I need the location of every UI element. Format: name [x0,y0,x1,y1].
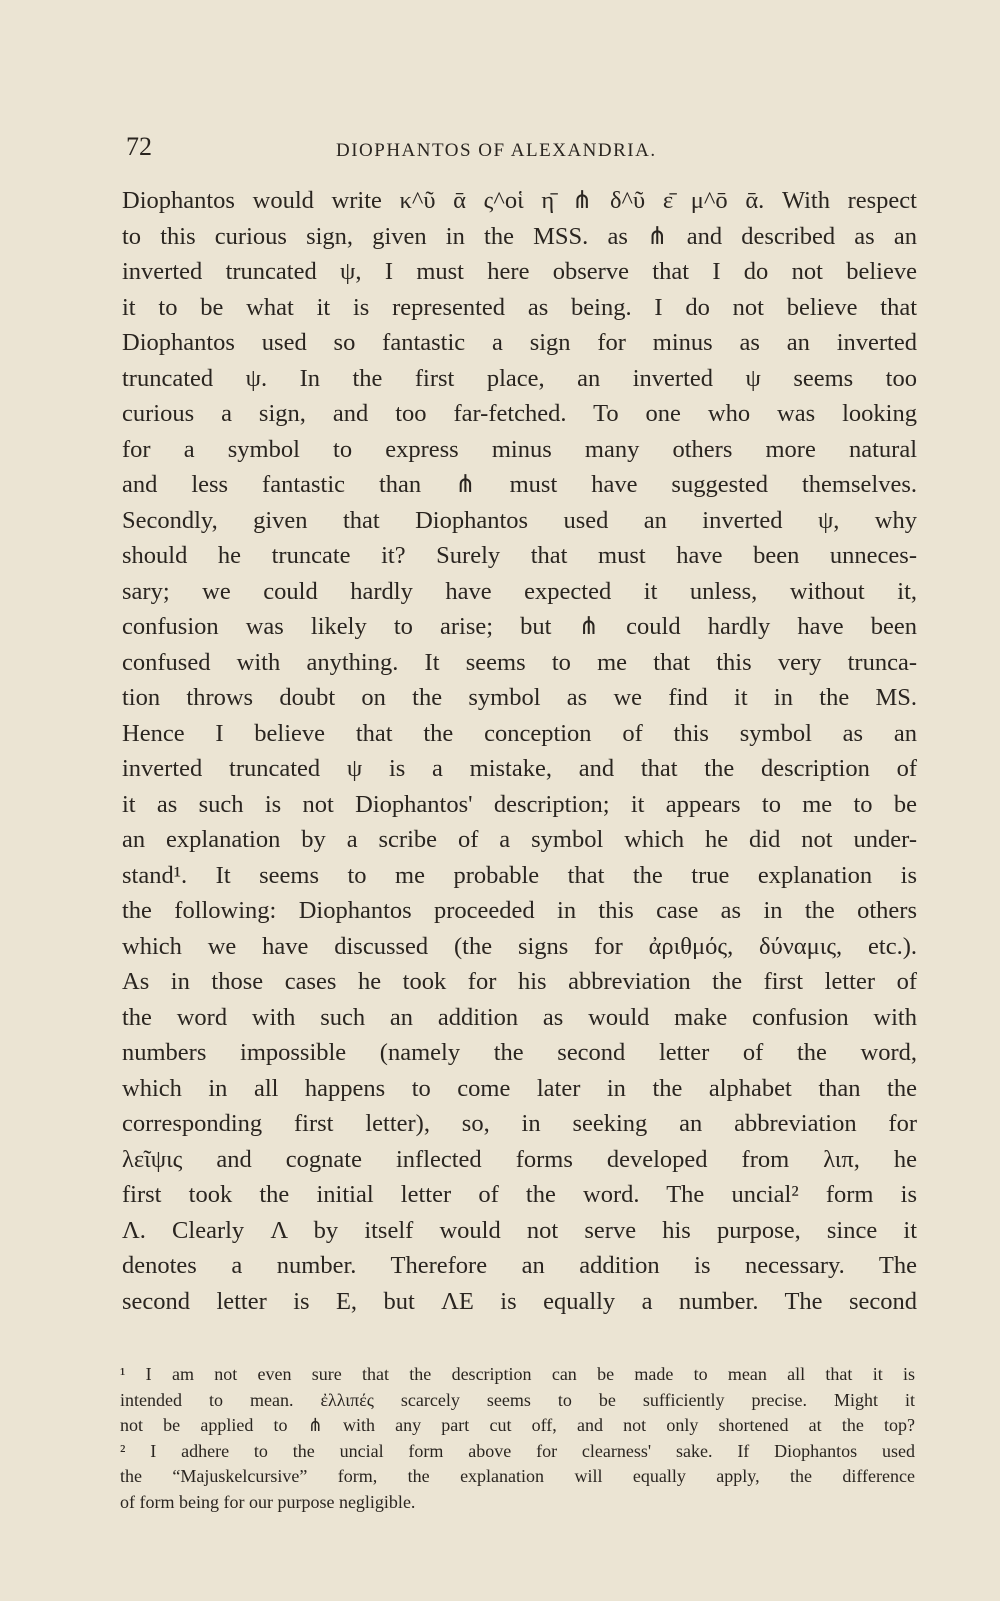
text-line: tion throws doubt on the symbol as we find it in the MS. [122,684,917,711]
text-line: λεῖψις and cognate inflected forms developed from λιπ, he [122,1145,917,1173]
text-line: numbers impossible (namely the second letter of the word, [122,1039,917,1066]
text-line: it as such is not Diophantos' description; it appears to me to be [122,790,917,818]
text-line: which in all happens to come later in the alphabet than the [122,1074,917,1102]
text-line: which we have discussed (the signs for ἀριθμός, δύναμις, etc.). [122,932,917,960]
running-head [126,132,916,172]
text-line: Diophantos used so fantastic a sign for minus as an inverted [122,329,917,356]
text-line: should he truncate it? Surely that must have been unneces- [122,542,917,569]
text-line: the word with such an addition as would make confusion with [122,1003,917,1031]
running-title: DIOPHANTOS OF ALEXANDRIA. [336,140,657,161]
text-line: Secondly, given that Diophantos used an inverted ψ, why [122,506,917,534]
text-line: for a symbol to express minus many others more natural [122,435,917,463]
text-line: second letter is E, but ΛE is equally a number. The second [122,1287,917,1315]
page-number: 72 [126,132,152,161]
text-line: Λ. Clearly Λ by itself would not serve his purpose, since it [122,1216,917,1244]
text-line: As in those cases he took for his abbreviation the first letter of [122,968,917,995]
text-line: stand¹. It seems to me probable that the true explanation is [122,861,917,889]
text-line: confused with anything. It seems to me that this very trunca- [122,648,917,676]
text-line: an explanation by a scribe of a symbol which he did not under- [122,826,917,853]
footnote-line: ¹ I am not even sure that the description can be made to mean all that it is [120,1364,915,1384]
text-line: confusion was likely to arise; but ⋔ could hardly have been [122,613,917,640]
text-line: curious a sign, and too far-fetched. To one who was looking [122,400,917,427]
text-line: Hence I believe that the conception of this symbol as an [122,719,917,747]
text-line: the following: Diophantos proceeded in this case as in the others [122,897,917,924]
text-line: inverted truncated ψ is a mistake, and that the description of [122,755,917,782]
text-line: Diophantos would write κ^ῦ ᾱ ς^οἱ η̄ ⋔ δ^ῦ ε̄ μ^ō ᾱ. With respect [122,187,917,214]
footnote-line: ² I adhere to the uncial form above for clearness' sake. If Diophantos used [120,1440,915,1461]
text-line: denotes a number. Therefore an addition is necessary. The [122,1252,917,1279]
text-line: sary; we could hardly have expected it unless, without it, [122,577,917,605]
text-line: first took the initial letter of the word. The uncial² form is [122,1181,917,1208]
text-line: corresponding first letter), so, in seeking an abbreviation for [122,1110,917,1137]
footnote-line: the “Majuskelcursive” form, the explanation will equally apply, the difference [120,1466,915,1486]
body-text [122,183,917,1319]
text-line: inverted truncated ψ, I must here observe that I do not believe [122,258,917,285]
footnote-line: intended to mean. ἐλλιπές scarcely seems to be sufficiently precise. Might it [120,1389,915,1410]
text-line: truncated ψ. In the first place, an inverted ψ seems too [122,364,917,392]
text-line: and less fantastic than ⋔ must have suggested themselves. [122,471,917,498]
footnotes [120,1362,915,1515]
footnote-line: of form being for our purpose negligible. [120,1491,416,1512]
footnote-line: not be applied to ⋔ with any part cut off, and not only shortened at the top? [120,1415,915,1435]
text-line: to this curious sign, given in the MSS. as ⋔ and described as an [122,222,917,250]
text-line: it to be what it is represented as being. I do not believe that [122,293,917,321]
